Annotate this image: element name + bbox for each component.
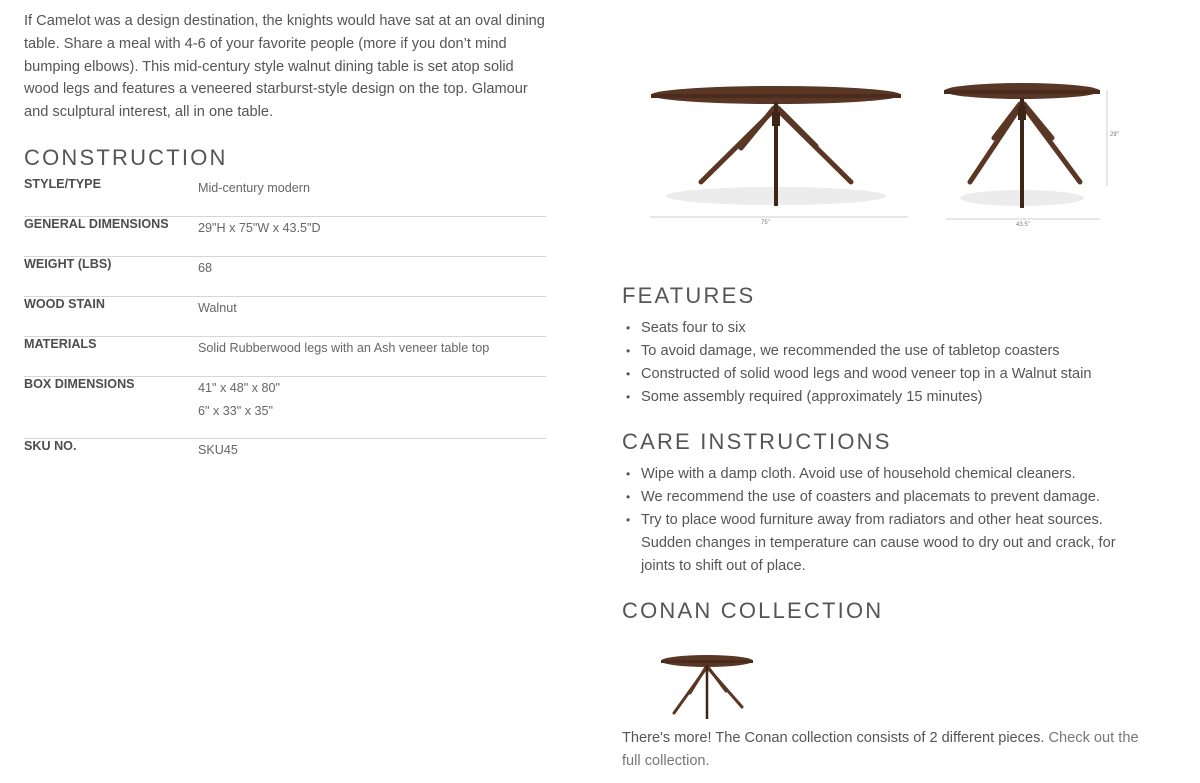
spec-value: Mid-century modern [198, 180, 310, 195]
features-heading: FEATURES [622, 283, 756, 308]
spec-value: Solid Rubberwood legs with an Ash veneer table top [198, 340, 490, 355]
list-item: • Seats four to six [622, 317, 1142, 340]
spec-value: Walnut [198, 300, 237, 315]
features-list [622, 317, 1142, 409]
spec-key: SKU NO. [24, 438, 77, 453]
spec-key: WEIGHT (LBS) [24, 256, 112, 271]
list-item: • To avoid damage, we recommended the use of tabletop coasters [622, 340, 1142, 363]
spec-key: MATERIALS [24, 336, 97, 351]
list-item: • Try to place wood furniture away from radiators and other heat sources. Sudden changes in temperature can cause wood to dry out and crack, for joints to shift out of place. [622, 509, 1142, 578]
care-instructions-heading: CARE INSTRUCTIONS [622, 429, 892, 454]
spec-row-dimensions [24, 216, 546, 256]
spec-value [198, 376, 546, 438]
spec-value: SKU45 [198, 442, 238, 457]
depth-label: 43.5" [1016, 222, 1030, 228]
collection-heading: CONAN COLLECTION [622, 598, 884, 623]
spec-row-box-dimensions [24, 376, 546, 438]
dimension-diagram [622, 0, 1162, 260]
spec-row-sku [24, 438, 546, 478]
spec-key: WOOD STAIN [24, 296, 105, 311]
construction-table [24, 177, 546, 478]
oval-table-end-illustration [940, 78, 1130, 228]
right-column [622, 0, 1162, 769]
product-description: If Camelot was a design destination, the knights would have sat at an oval dining table. Share a meal with 4-6 of your favorite people (more if you don’t mind bumping elbows). This mid-century style walnut dining table is set atop solid wood legs and features a veneered starburst-style design on the top. Glamour and sculptural interest, all in one table. [24, 13, 545, 121]
spec-key: GENERAL DIMENSIONS [24, 216, 169, 231]
height-label: 29" [1110, 132, 1119, 138]
spec-row-materials [24, 336, 546, 376]
width-label: 75" [761, 220, 770, 226]
spec-value: 29"H x 75"W x 43.5"D [198, 220, 321, 235]
construction-heading: CONSTRUCTION [24, 144, 228, 170]
collection-table-thumbnail[interactable] [660, 651, 760, 723]
collection-description [622, 727, 1142, 773]
full-collection-link[interactable]: Check out the full collection. [622, 730, 1139, 769]
list-item: • Some assembly required (approximately 15 minutes) [622, 386, 1142, 409]
left-column [24, 10, 546, 478]
list-item: • Wipe with a damp cloth. Avoid use of household chemical cleaners. [622, 463, 1142, 486]
spec-key: BOX DIMENSIONS [24, 376, 135, 391]
spec-value: 68 [198, 260, 213, 275]
spec-value-line: 6" x 33" x 35" [198, 403, 274, 418]
spec-row-weight [24, 256, 546, 296]
spec-value-line: 41" x 48" x 80" [198, 380, 281, 395]
care-instructions-list [622, 463, 1142, 578]
spec-row-stain [24, 296, 546, 336]
spec-row-style [24, 177, 546, 217]
collection-text: There's more! The Conan collection consists of 2 different pieces. [622, 730, 1045, 746]
oval-table-illustration [646, 78, 916, 228]
list-item: • Constructed of solid wood legs and wood veneer top in a Walnut stain [622, 363, 1142, 386]
spec-key: STYLE/TYPE [24, 176, 101, 191]
list-item: • We recommend the use of coasters and placemats to prevent damage. [622, 486, 1142, 509]
